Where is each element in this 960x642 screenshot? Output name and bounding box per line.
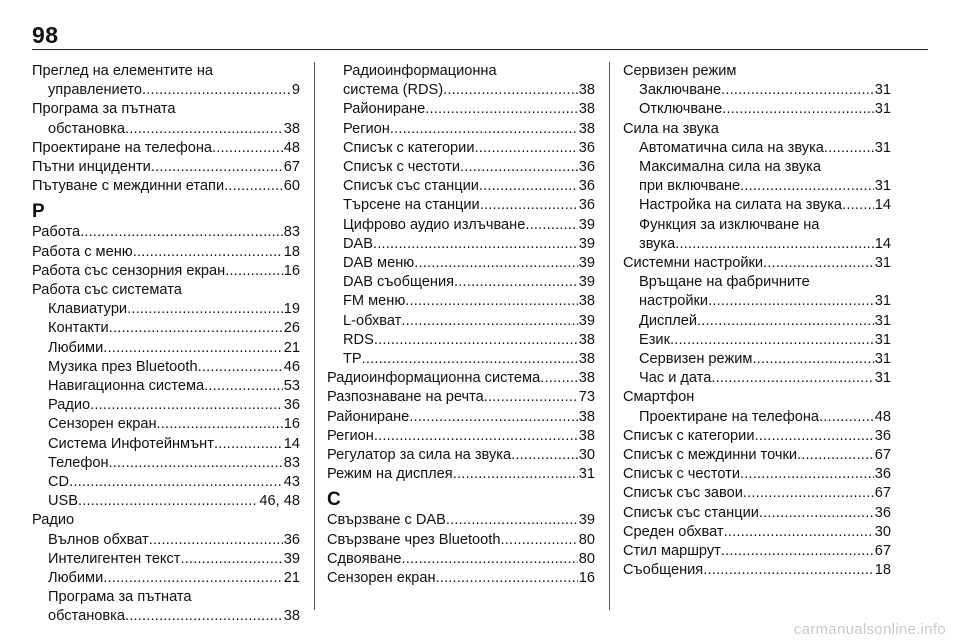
- entry-text: Сдвояване: [327, 550, 402, 567]
- page-ref: 36: [578, 139, 595, 156]
- index-entry: [327, 427, 595, 446]
- page-ref: 16: [283, 416, 300, 433]
- entry-text: Разпознаване на речта: [327, 389, 484, 406]
- page-ref: 39: [578, 512, 595, 529]
- entry-text: Райониране: [327, 408, 410, 425]
- index-subentry: [32, 377, 300, 396]
- entry-text: Работа с меню: [32, 243, 133, 260]
- index-entry: [32, 139, 300, 158]
- entry-text: Преглед на елементите на: [32, 63, 214, 79]
- index-subentry: [327, 177, 595, 196]
- page-ref: 31: [874, 82, 891, 99]
- entry-text: Сервизен режим: [623, 63, 737, 79]
- header-rule: [32, 49, 928, 50]
- page-ref: 38: [578, 120, 595, 137]
- page-ref: 36: [578, 178, 595, 195]
- entry-text: Радио: [32, 512, 75, 529]
- index-letter-heading: С: [327, 489, 341, 511]
- entry-text: Списък със станции: [623, 504, 759, 521]
- page-ref: 9: [291, 82, 300, 99]
- page-ref: 38: [578, 351, 595, 368]
- index-entry: [32, 262, 300, 281]
- page-ref: 38: [578, 370, 595, 387]
- entry-text: настройки: [639, 293, 709, 310]
- entry-text: Интелигентен текст: [48, 550, 181, 567]
- entry-text: система (RDS): [343, 82, 444, 99]
- page-ref: 38: [283, 608, 300, 625]
- entry-text: CD: [48, 474, 70, 491]
- index-subentry: [327, 273, 595, 292]
- page-ref: 46, 48: [259, 493, 300, 510]
- entry-text: RDS: [343, 331, 374, 348]
- index-subentry: [623, 216, 891, 254]
- page-ref: 21: [283, 570, 300, 587]
- entry-text: DAB съобщения: [343, 274, 455, 291]
- index-entry: [32, 62, 300, 100]
- index-subentry: [32, 358, 300, 377]
- entry-text: USB: [48, 493, 79, 510]
- entry-text: Цифрово аудио излъчване: [343, 216, 526, 233]
- entry-text: Система Инфотейнмънт: [48, 435, 214, 452]
- page-ref: 67: [874, 543, 891, 560]
- page-ref: 46: [283, 358, 300, 375]
- entry-text: Програма за пътната: [32, 101, 176, 118]
- entry-text: Работа със сензорния екран: [32, 262, 226, 279]
- entry-text: Сервизен режим: [639, 351, 753, 368]
- page-ref: 38: [578, 101, 595, 118]
- index-letter-heading: Р: [32, 201, 45, 223]
- entry-text: Режим на дисплея: [327, 466, 453, 483]
- index-entry: [327, 569, 595, 588]
- index-entry: [32, 511, 300, 530]
- index-entry: [623, 254, 891, 273]
- index-subentry: [327, 292, 595, 311]
- index-subentry: [623, 273, 891, 311]
- entry-text: обстановка: [48, 120, 125, 137]
- entry-text: Вълнов обхват: [48, 531, 149, 548]
- entry-text: Свързване с DAB: [327, 512, 446, 529]
- page-ref: 16: [578, 570, 595, 587]
- index-subentry: [623, 369, 891, 388]
- index-subentry: [623, 312, 891, 331]
- entry-text: Съобщения: [623, 562, 704, 579]
- page-ref: 18: [283, 243, 300, 260]
- entry-text: TP: [343, 351, 362, 368]
- index-entry: [327, 369, 595, 388]
- entry-text: Сила на звука: [623, 120, 719, 137]
- index-subentry: [32, 473, 300, 492]
- index-subentry: [623, 100, 891, 119]
- page-ref: 67: [283, 159, 300, 176]
- index-subentry: [623, 196, 891, 215]
- index-subentry: [327, 254, 595, 273]
- entry-text: Автоматична сила на звука: [639, 139, 824, 156]
- page-ref: 38: [578, 293, 595, 310]
- page-ref: 36: [874, 427, 891, 444]
- page-ref: 67: [874, 485, 891, 502]
- index-subentry: [623, 81, 891, 100]
- page-ref: 21: [283, 339, 300, 356]
- index-subentry: [32, 435, 300, 454]
- entry-text: FM меню: [343, 293, 406, 310]
- index-column-2: [327, 62, 595, 588]
- index-subentry: [623, 139, 891, 158]
- index-entry: [623, 561, 891, 580]
- page-ref: 31: [874, 139, 891, 156]
- page-ref: 31: [874, 351, 891, 368]
- page-ref: 36: [578, 197, 595, 214]
- index-subentry: [327, 62, 595, 100]
- index-entry: [623, 62, 891, 81]
- page-ref: 30: [874, 523, 891, 540]
- entry-text: Дисплей: [639, 312, 698, 329]
- page-ref: 80: [578, 550, 595, 567]
- entry-text: Списък със завои: [623, 485, 743, 502]
- entry-text: при включване: [639, 178, 741, 195]
- index-subentry: [32, 492, 300, 511]
- page-ref: 31: [874, 178, 891, 195]
- page-ref: 38: [578, 82, 595, 99]
- page-ref: 38: [578, 408, 595, 425]
- entry-text: Списък с категории: [343, 139, 475, 156]
- entry-text: Списък с честоти: [623, 466, 740, 483]
- entry-text: Заключване: [639, 82, 722, 99]
- column-divider-2: [609, 62, 610, 610]
- page-ref: 31: [874, 370, 891, 387]
- page-ref: 31: [874, 312, 891, 329]
- page-ref: 39: [578, 235, 595, 252]
- entry-text: Стил маршрут: [623, 543, 721, 560]
- index-subentry: [32, 339, 300, 358]
- page-ref: 83: [283, 454, 300, 471]
- page-ref: 48: [874, 408, 891, 425]
- page-ref: 39: [578, 216, 595, 233]
- page-number: 98: [32, 22, 59, 48]
- index-entry: [327, 446, 595, 465]
- page-ref: 31: [578, 466, 595, 483]
- entry-text: Навигационна система: [48, 378, 205, 395]
- page-ref: 38: [283, 120, 300, 137]
- index-entry: [327, 408, 595, 427]
- page-ref: 60: [283, 178, 300, 195]
- index-subentry: [32, 531, 300, 550]
- index-entry: [623, 465, 891, 484]
- entry-text: Регион: [327, 427, 374, 444]
- index-entry: [32, 243, 300, 262]
- page-ref: 43: [283, 474, 300, 491]
- index-subentry: [623, 331, 891, 350]
- index-entry: [623, 427, 891, 446]
- index-entry: [32, 100, 300, 138]
- index-entry: [32, 158, 300, 177]
- index-subentry: [327, 139, 595, 158]
- page-ref: 39: [578, 274, 595, 291]
- index-subentry: [32, 588, 300, 626]
- entry-text: управлението: [48, 82, 142, 99]
- page-ref: 14: [874, 235, 891, 252]
- entry-text: Пътуване с междинни етапи: [32, 178, 225, 195]
- index-subentry: [32, 550, 300, 569]
- entry-text: Функция за изключване на: [639, 216, 820, 233]
- page-ref: 73: [578, 389, 595, 406]
- index-column-1: [32, 62, 300, 627]
- column-divider-1: [314, 62, 315, 610]
- index-entry: [32, 177, 300, 196]
- index-entry: [623, 504, 891, 523]
- entry-text: DAB: [343, 235, 374, 252]
- page-ref: 16: [283, 262, 300, 279]
- index-subentry: [32, 454, 300, 473]
- entry-text: Свързване чрез Bluetooth: [327, 531, 501, 548]
- entry-text: Любими: [48, 570, 104, 587]
- index-entry: [623, 446, 891, 465]
- entry-text: Радиоинформационна система: [327, 370, 541, 387]
- page-ref: 83: [283, 224, 300, 241]
- page-ref: 36: [578, 159, 595, 176]
- entry-text: Телефон: [48, 454, 109, 471]
- index-subentry: [327, 331, 595, 350]
- page-ref: 67: [874, 447, 891, 464]
- index-subentry: [327, 235, 595, 254]
- entry-text: Сензорен екран: [327, 570, 436, 587]
- index-entry: [327, 550, 595, 569]
- index-subentry: [327, 350, 595, 369]
- entry-text: Списък с междинни точки: [623, 447, 797, 464]
- page-ref: 30: [578, 447, 595, 464]
- page-ref: 36: [283, 397, 300, 414]
- entry-text: Регион: [343, 120, 390, 137]
- index-subentry: [32, 319, 300, 338]
- index-entry: [32, 223, 300, 242]
- entry-text: Програма за пътната: [48, 589, 192, 606]
- page-ref: 18: [874, 562, 891, 579]
- entry-text: Любими: [48, 339, 104, 356]
- index-subentry: [327, 158, 595, 177]
- page-ref: 36: [874, 504, 891, 521]
- page-ref: 26: [283, 320, 300, 337]
- page-ref: 39: [578, 255, 595, 272]
- index-subentry: [327, 100, 595, 119]
- page-ref: 14: [874, 197, 891, 214]
- index-subentry: [32, 300, 300, 319]
- page-ref: 31: [874, 101, 891, 118]
- index-subentry: [32, 396, 300, 415]
- index-subentry: [327, 216, 595, 235]
- page-ref: 39: [578, 312, 595, 329]
- entry-text: Радиоинформационна: [343, 63, 497, 79]
- page-ref: 39: [283, 550, 300, 567]
- entry-text: Максимална сила на звука: [639, 159, 821, 176]
- page-ref: 36: [283, 531, 300, 548]
- entry-text: Работа: [32, 224, 81, 241]
- page-ref: 38: [578, 427, 595, 444]
- index-subentry: [327, 312, 595, 331]
- page-ref: 38: [578, 331, 595, 348]
- entry-text: Среден обхват: [623, 523, 724, 540]
- entry-text: звука: [639, 235, 676, 252]
- index-entry: [623, 484, 891, 503]
- page-ref: 31: [874, 255, 891, 272]
- entry-text: Търсене на станции: [343, 197, 480, 214]
- entry-text: Проектиране на телефона: [639, 408, 819, 425]
- entry-text: Настройка на силата на звука: [639, 197, 843, 214]
- index-entry: [327, 531, 595, 550]
- entry-text: Сензорен екран: [48, 416, 157, 433]
- index-subentry: [32, 569, 300, 588]
- index-subentry: [32, 415, 300, 434]
- entry-text: Език: [639, 331, 670, 348]
- index-entry: [623, 120, 891, 139]
- index-subentry: [327, 196, 595, 215]
- index-entry: [32, 281, 300, 300]
- watermark: carmanualsonline.info: [793, 621, 946, 638]
- page-ref: 31: [874, 331, 891, 348]
- entry-text: Смартфон: [623, 389, 695, 406]
- page-ref: 14: [283, 435, 300, 452]
- entry-text: Контакти: [48, 320, 109, 337]
- page-ref: 19: [283, 301, 300, 318]
- entry-text: Регулатор за сила на звука: [327, 447, 512, 464]
- entry-text: Списък със станции: [343, 178, 479, 195]
- index-subentry: [327, 120, 595, 139]
- index-subentry: [623, 350, 891, 369]
- entry-text: Отключване: [639, 101, 723, 118]
- entry-text: L-обхват: [343, 312, 402, 329]
- page-ref: 80: [578, 531, 595, 548]
- page-ref: 31: [874, 293, 891, 310]
- entry-text: Пътни инциденти: [32, 159, 151, 176]
- entry-text: Час и дата: [639, 370, 712, 387]
- index-entry: [327, 511, 595, 530]
- page-ref: 53: [283, 378, 300, 395]
- index-subentry: [623, 408, 891, 427]
- entry-text: Списък с категории: [623, 427, 755, 444]
- index-entry: [623, 542, 891, 561]
- entry-text: обстановка: [48, 608, 125, 625]
- index-column-3: [623, 62, 891, 580]
- entry-text: Радио: [48, 397, 91, 414]
- page-ref: 36: [874, 466, 891, 483]
- index-subentry: [623, 158, 891, 196]
- entry-text: Системни настройки: [623, 255, 764, 272]
- index-entry: [327, 465, 595, 484]
- entry-text: Проектиране на телефона: [32, 139, 212, 156]
- entry-text: Райониране: [343, 101, 426, 118]
- entry-text: DAB меню: [343, 255, 415, 272]
- index-entry: [327, 388, 595, 407]
- index-entry: [623, 388, 891, 407]
- entry-text: Клавиатури: [48, 301, 128, 318]
- entry-text: Работа със системата: [32, 282, 182, 299]
- entry-text: Списък с честоти: [343, 159, 460, 176]
- entry-text: Връщане на фабричните: [639, 274, 810, 291]
- page-ref: 48: [283, 139, 300, 156]
- index-entry: [623, 523, 891, 542]
- entry-text: Музика през Bluetooth: [48, 358, 198, 375]
